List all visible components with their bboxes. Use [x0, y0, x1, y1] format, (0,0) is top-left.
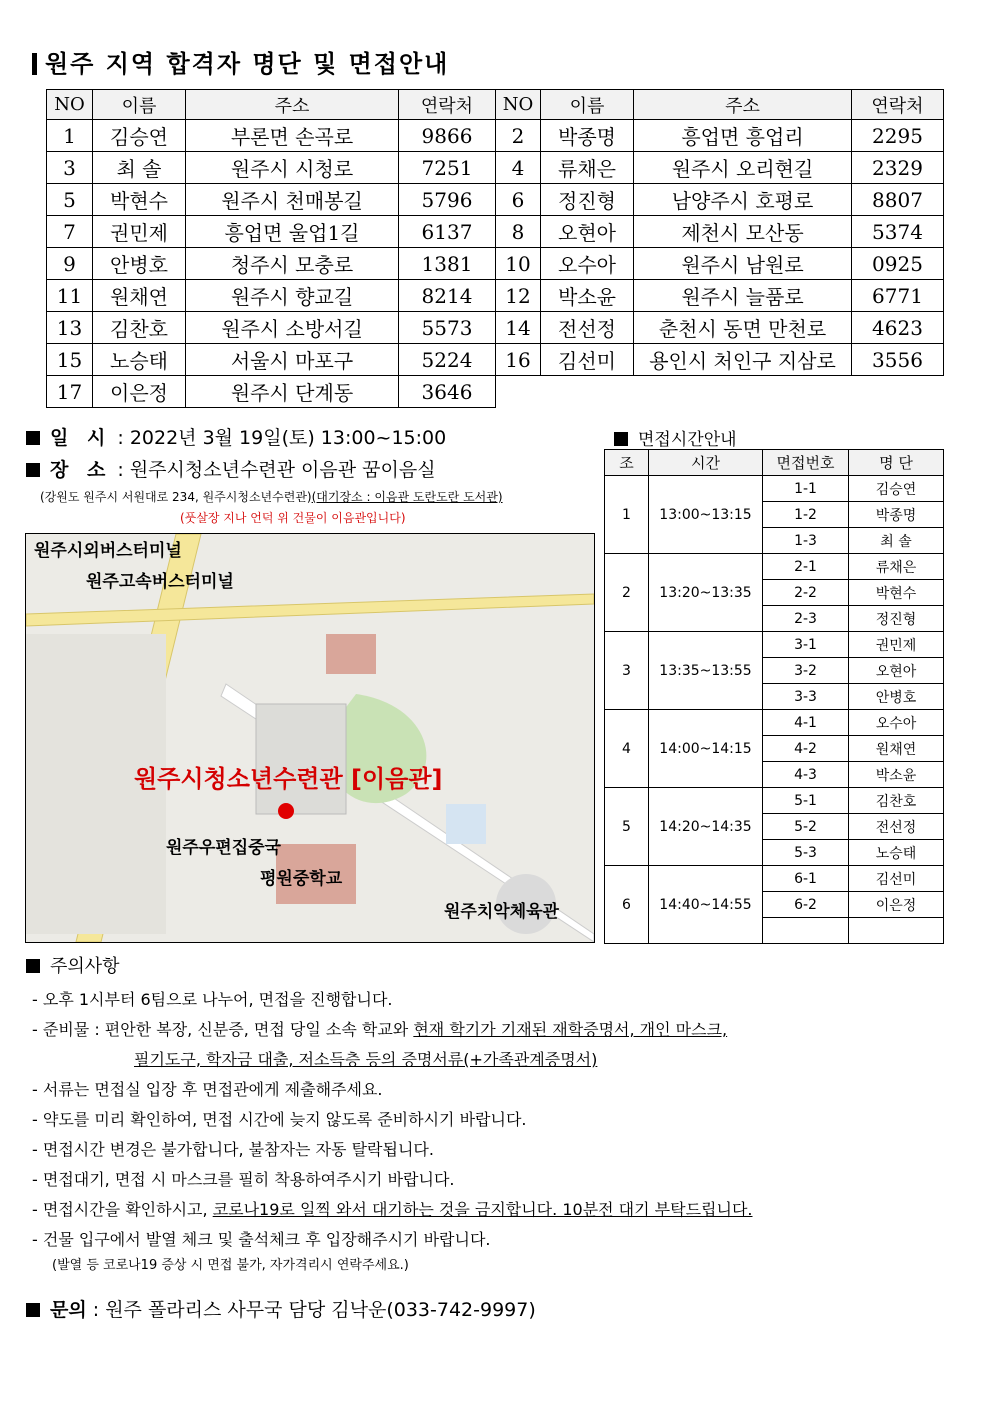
note-item: - 약도를 미리 확인하여, 면접 시간에 늦지 않도록 준비하시기 바랍니다.	[32, 1110, 527, 1129]
header-no: NO	[47, 90, 93, 120]
cell-interview-number: 2-2	[763, 580, 849, 606]
roster-row	[47, 120, 944, 152]
roster-row	[47, 184, 944, 216]
note-item	[32, 1195, 753, 1225]
schedule-row	[605, 476, 944, 502]
cell-time: 13:35~13:55	[649, 632, 763, 710]
schedule-row	[605, 710, 944, 736]
header-address: 주소	[186, 90, 399, 120]
cell-contact: 3556	[852, 344, 944, 376]
cell-no: 8	[496, 216, 541, 248]
square-bullet	[26, 463, 40, 477]
cell-interview-number: 2-3	[763, 606, 849, 632]
cell-contact: 4623	[852, 312, 944, 344]
note-item: - 면접대기, 면접 시 마스크를 필히 착용하여주시기 바랍니다.	[32, 1170, 455, 1189]
roster-header-row	[47, 90, 944, 120]
contact-value: : 원주 폴라리스 사무국 담당 김낙운(033-742-9997)	[92, 1299, 536, 1321]
header-contact: 연락처	[399, 90, 496, 120]
cell-applicant-name: 원채연	[849, 736, 944, 762]
cell-interview-number: 5-1	[763, 788, 849, 814]
cell-applicant-name: 노승태	[849, 840, 944, 866]
roster-row	[47, 216, 944, 248]
cell-name: 이은정	[93, 376, 186, 408]
cell-contact: 2295	[852, 120, 944, 152]
cell-applicant-name: 김찬호	[849, 788, 944, 814]
cell-name: 박현수	[93, 184, 186, 216]
schedule-row	[605, 788, 944, 814]
cell-applicant-name: 오수아	[849, 710, 944, 736]
note-item: - 면접시간 변경은 불가합니다, 불참자는 자동 탈락됩니다.	[32, 1140, 434, 1159]
map-label-express-terminal: 원주고속버스터미널	[86, 572, 234, 592]
title-bar-marker	[32, 53, 37, 75]
cell-applicant-name: 이은정	[849, 892, 944, 918]
cell-address: 원주시 남원로	[634, 248, 852, 280]
cell-no: 15	[47, 344, 93, 376]
place-label: 장 소	[50, 459, 112, 481]
roster-body	[47, 120, 944, 408]
cell-contact: 1381	[399, 248, 496, 280]
cell-no: 16	[496, 344, 541, 376]
map-label-post-office: 원주우편집중국	[166, 838, 281, 858]
cell-name: 정진형	[541, 184, 634, 216]
cell-no: 4	[496, 152, 541, 184]
cell-contact: 3646	[399, 376, 496, 408]
cell-name: 박소윤	[541, 280, 634, 312]
schedule-row	[605, 632, 944, 658]
note-underlined-text: 현재 학기가 기재된 재학증명서, 개인 마스크,	[413, 1020, 728, 1039]
schedule-row	[605, 554, 944, 580]
cell-interview-number: 6-2	[763, 892, 849, 918]
cell-group: 3	[605, 632, 649, 710]
cell-no: 5	[47, 184, 93, 216]
cell-time: 13:20~13:35	[649, 554, 763, 632]
cell-applicant-name: 박소윤	[849, 762, 944, 788]
cell-address: 원주시 소방서길	[186, 312, 399, 344]
cell-time: 13:00~13:15	[649, 476, 763, 554]
cell-name: 김승연	[93, 120, 186, 152]
address-note: (강원도 원주시 서원대로 234, 원주시청소년수련관)	[40, 490, 312, 504]
map-label-middle-school: 평원중학교	[260, 869, 343, 889]
cell-applicant-name: 박현수	[849, 580, 944, 606]
cell-contact: 5796	[399, 184, 496, 216]
cell-interview-number: 3-1	[763, 632, 849, 658]
cell-group: 4	[605, 710, 649, 788]
cell-interview-number: 6-1	[763, 866, 849, 892]
roster-row	[47, 248, 944, 280]
schedule-row	[605, 866, 944, 892]
cell-applicant-name: 류채은	[849, 554, 944, 580]
waiting-note: (대기장소 : 이음관 도란도란 도서관)	[311, 490, 503, 504]
cell-no: 7	[47, 216, 93, 248]
cell-interview-number: 4-1	[763, 710, 849, 736]
map-label-bus-terminal: 원주시외버스터미널	[34, 541, 182, 561]
note-underlined-text: 코로나19로 일찍 와서 대기하는 것을 금지합니다. 10분전 대기 부탁드립니다.	[212, 1200, 753, 1219]
place-line	[26, 455, 436, 482]
cell-address: 흥업면 흥업리	[634, 120, 852, 152]
notes-title	[26, 952, 120, 978]
contact-label: 문의	[50, 1299, 87, 1321]
cell-no: 2	[496, 120, 541, 152]
header-name: 이름	[93, 90, 186, 120]
interview-schedule-title	[614, 425, 737, 450]
square-bullet	[26, 1303, 40, 1317]
address-note-line	[40, 488, 503, 505]
cell-contact: 5374	[852, 216, 944, 248]
cell-address: 원주시 시청로	[186, 152, 399, 184]
note-item-continued	[32, 1045, 753, 1075]
cell-contact: 8807	[852, 184, 944, 216]
header-no: NO	[496, 90, 541, 120]
location-map	[25, 533, 595, 943]
interview-schedule-table	[604, 449, 944, 944]
cell-group: 5	[605, 788, 649, 866]
roster-row	[47, 376, 944, 408]
cell-no: 3	[47, 152, 93, 184]
cell-group: 1	[605, 476, 649, 554]
square-bullet	[26, 959, 40, 973]
map-label-venue: 원주시청소년수련관 [이음관]	[134, 765, 443, 793]
cell-name: 노승태	[93, 344, 186, 376]
cell-name: 안병호	[93, 248, 186, 280]
roster-row	[47, 152, 944, 184]
roster-row	[47, 312, 944, 344]
place-value: : 원주시청소년수련관 이음관 꿈이음실	[117, 459, 436, 481]
cell-name: 전선정	[541, 312, 634, 344]
cell-no: 12	[496, 280, 541, 312]
page-title	[32, 44, 449, 79]
direction-note: (풋살장 지나 언덕 위 건물이 이음관입니다)	[180, 511, 406, 525]
cell-applicant-name: 안병호	[849, 684, 944, 710]
header-contact: 연락처	[852, 90, 944, 120]
roster-table	[46, 89, 944, 408]
cell-no: 1	[47, 120, 93, 152]
cell-interview-number: 1-1	[763, 476, 849, 502]
header-names: 명 단	[849, 450, 944, 476]
cell-contact: 7251	[399, 152, 496, 184]
cell-address: 흥업면 울업1길	[186, 216, 399, 248]
cell-time: 14:00~14:15	[649, 710, 763, 788]
note-subnote: (발열 등 코로나19 증상 시 면접 불가, 자가격리시 연락주세요.)	[52, 1258, 409, 1273]
cell-address: 남양주시 호평로	[634, 184, 852, 216]
notes-list	[32, 985, 753, 1277]
note-underlined-text: 필기도구, 학자금 대출, 저소득층 등의 증명서류(+가족관계증명서)	[134, 1050, 598, 1069]
date-value: : 2022년 3월 19일(토) 13:00~15:00	[117, 427, 447, 449]
cell-interview-number: 4-2	[763, 736, 849, 762]
cell-interview-number: 4-3	[763, 762, 849, 788]
cell-no: 13	[47, 312, 93, 344]
cell-no: 9	[47, 248, 93, 280]
header-group: 조	[605, 450, 649, 476]
cell-address: 원주시 단계동	[186, 376, 399, 408]
cell-interview-number: 3-3	[763, 684, 849, 710]
cell-name: 최 솔	[93, 152, 186, 184]
note-text: - 면접시간을 확인하시고,	[32, 1200, 213, 1219]
cell-contact: 0925	[852, 248, 944, 280]
cell-no: 11	[47, 280, 93, 312]
cell-no: 6	[496, 184, 541, 216]
cell-address: 청주시 모충로	[186, 248, 399, 280]
cell-interview-number: 3-2	[763, 658, 849, 684]
cell-no: 10	[496, 248, 541, 280]
cell-applicant-name: 박종명	[849, 502, 944, 528]
cell-applicant-name: 김승연	[849, 476, 944, 502]
cell-interview-number	[763, 918, 849, 944]
cell-applicant-name: 오현아	[849, 658, 944, 684]
map-label-gym: 원주치악체육관	[444, 902, 559, 922]
cell-name: 김선미	[541, 344, 634, 376]
cell-name: 박종명	[541, 120, 634, 152]
empty-cell	[496, 376, 944, 408]
cell-contact: 5573	[399, 312, 496, 344]
date-line	[26, 423, 446, 450]
cell-name: 오현아	[541, 216, 634, 248]
cell-applicant-name: 권민제	[849, 632, 944, 658]
header-address: 주소	[634, 90, 852, 120]
cell-applicant-name: 김선미	[849, 866, 944, 892]
cell-contact: 2329	[852, 152, 944, 184]
note-text: - 준비물 : 편안한 복장, 신분증, 면접 당일 소속 학교와	[32, 1020, 414, 1039]
cell-no: 14	[496, 312, 541, 344]
cell-name: 원채연	[93, 280, 186, 312]
roster-row	[47, 344, 944, 376]
cell-address: 용인시 처인구 지삼로	[634, 344, 852, 376]
cell-address: 서울시 마포구	[186, 344, 399, 376]
notes-title-text: 주의사항	[50, 956, 120, 977]
cell-address: 원주시 향교길	[186, 280, 399, 312]
schedule-body	[605, 476, 944, 944]
note-item: - 오후 1시부터 6팀으로 나누어, 면접을 진행합니다.	[32, 990, 393, 1009]
cell-applicant-name: 정진형	[849, 606, 944, 632]
cell-address: 제천시 모산동	[634, 216, 852, 248]
cell-interview-number: 1-2	[763, 502, 849, 528]
cell-address: 춘천시 동면 만천로	[634, 312, 852, 344]
cell-name: 오수아	[541, 248, 634, 280]
cell-applicant-name: 최 솔	[849, 528, 944, 554]
cell-interview-number: 5-2	[763, 814, 849, 840]
note-item	[32, 1015, 753, 1045]
roster-row	[47, 280, 944, 312]
date-label: 일 시	[50, 427, 112, 449]
header-interview-number: 면접번호	[763, 450, 849, 476]
cell-interview-number: 2-1	[763, 554, 849, 580]
cell-contact: 5224	[399, 344, 496, 376]
cell-group: 6	[605, 866, 649, 944]
square-bullet	[614, 432, 628, 446]
cell-interview-number: 1-3	[763, 528, 849, 554]
cell-group: 2	[605, 554, 649, 632]
cell-address: 원주시 늘품로	[634, 280, 852, 312]
cell-time: 14:20~14:35	[649, 788, 763, 866]
cell-name: 류채은	[541, 152, 634, 184]
cell-name: 김찬호	[93, 312, 186, 344]
cell-applicant-name	[849, 918, 944, 944]
header-name: 이름	[541, 90, 634, 120]
square-bullet	[26, 431, 40, 445]
page-title-text: 원주 지역 합격자 명단 및 면접안내	[45, 50, 450, 78]
cell-address: 원주시 천매봉길	[186, 184, 399, 216]
note-item: - 서류는 면접실 입장 후 면접관에게 제출해주세요.	[32, 1080, 383, 1099]
cell-time: 14:40~14:55	[649, 866, 763, 944]
cell-contact: 6137	[399, 216, 496, 248]
cell-no: 17	[47, 376, 93, 408]
interview-schedule-title-text: 면접시간안내	[638, 430, 737, 450]
cell-address: 부론면 손곡로	[186, 120, 399, 152]
note-item: - 건물 입구에서 발열 체크 및 출석체크 후 입장해주시기 바랍니다.	[32, 1230, 491, 1249]
cell-name: 권민제	[93, 216, 186, 248]
contact-line	[26, 1295, 536, 1322]
header-time: 시간	[649, 450, 763, 476]
cell-applicant-name: 전선정	[849, 814, 944, 840]
cell-address: 원주시 오리현길	[634, 152, 852, 184]
cell-contact: 6771	[852, 280, 944, 312]
cell-contact: 8214	[399, 280, 496, 312]
schedule-header-row	[605, 450, 944, 476]
cell-contact: 9866	[399, 120, 496, 152]
cell-interview-number: 5-3	[763, 840, 849, 866]
venue-marker-icon	[278, 803, 294, 819]
